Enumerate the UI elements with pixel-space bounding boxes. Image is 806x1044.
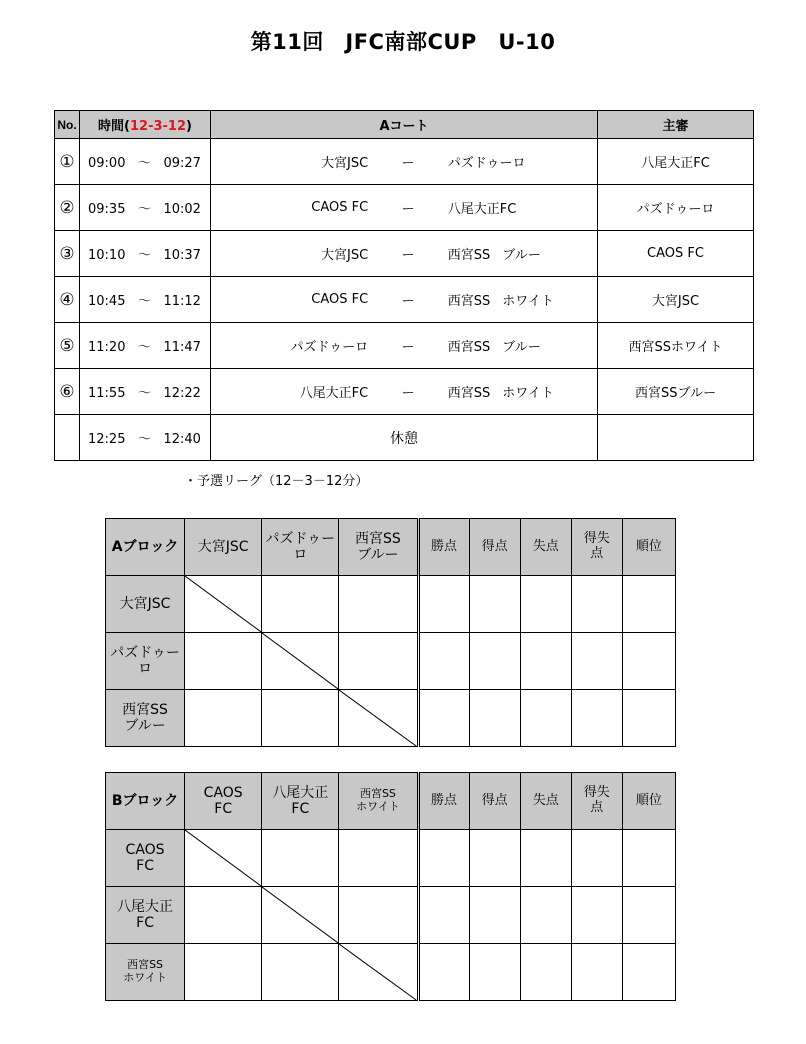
home-team: CAOS FC bbox=[311, 292, 369, 307]
stat-cell bbox=[418, 690, 469, 747]
team-column-header: パズドゥー ロ bbox=[262, 519, 339, 576]
team-row-header: 大宮JSC bbox=[106, 576, 185, 633]
stat-cell bbox=[469, 576, 520, 633]
result-cell bbox=[339, 633, 418, 690]
stat-column-header: 順位 bbox=[622, 519, 675, 576]
end-time: 10:37 bbox=[163, 248, 201, 263]
stat-cell bbox=[622, 576, 675, 633]
page-title: 第11回 JFC南部CUP U-10 bbox=[250, 30, 556, 54]
time-separator: ～ bbox=[137, 156, 151, 171]
match-number: ③ bbox=[55, 231, 80, 277]
schedule-header-row bbox=[55, 111, 754, 139]
schedule-row bbox=[55, 185, 754, 231]
team-column-header: 西宮SS ブルー bbox=[339, 519, 418, 576]
match-pairing bbox=[211, 231, 598, 277]
block-b-table bbox=[105, 772, 676, 1001]
result-cell bbox=[262, 576, 339, 633]
block-team-row bbox=[106, 887, 676, 944]
team-row-header: 八尾大正 FC bbox=[106, 887, 185, 944]
stat-cell bbox=[418, 633, 469, 690]
home-team: CAOS FC bbox=[311, 200, 369, 215]
preliminary-league-note: ・予選リーグ（12－3－12分） bbox=[184, 474, 369, 489]
block-team-row bbox=[106, 576, 676, 633]
stat-cell bbox=[418, 830, 469, 887]
schedule-row bbox=[55, 139, 754, 185]
referee-team: 西宮SSホワイト bbox=[598, 323, 754, 369]
time-separator: ～ bbox=[137, 386, 151, 401]
start-time: 12:25 bbox=[88, 432, 126, 447]
referee-team: 西宮SSブルー bbox=[598, 369, 754, 415]
start-time: 09:00 bbox=[88, 156, 126, 171]
team-column-header: 大宮JSC bbox=[185, 519, 262, 576]
stat-cell bbox=[520, 690, 571, 747]
end-time: 11:47 bbox=[163, 340, 201, 355]
match-number: ① bbox=[55, 139, 80, 185]
start-time: 09:35 bbox=[88, 202, 126, 217]
stat-cell bbox=[418, 887, 469, 944]
stat-cell bbox=[571, 944, 622, 1001]
match-pairing bbox=[211, 323, 598, 369]
home-team: パズドゥーロ bbox=[290, 340, 369, 355]
break-time bbox=[80, 415, 211, 461]
away-team bbox=[448, 152, 597, 171]
team-row-header: CAOS FC bbox=[106, 830, 185, 887]
match-pairing bbox=[211, 277, 598, 323]
team-column-header: 西宮SS ホワイト bbox=[339, 773, 418, 830]
stat-cell bbox=[469, 830, 520, 887]
end-time: 12:22 bbox=[163, 386, 201, 401]
match-time bbox=[80, 185, 211, 231]
stat-cell bbox=[622, 633, 675, 690]
stat-cell bbox=[469, 887, 520, 944]
match-time bbox=[80, 139, 211, 185]
result-cell bbox=[262, 944, 339, 1001]
referee-team: 八尾大正FC bbox=[598, 139, 754, 185]
block-header-row bbox=[106, 773, 676, 830]
referee-team: パズドゥーロ bbox=[598, 185, 754, 231]
match-pairing bbox=[211, 139, 598, 185]
versus-dash: ー bbox=[401, 340, 415, 355]
home-team: 大宮JSC bbox=[321, 248, 369, 263]
break-label: 休憩 bbox=[211, 415, 598, 461]
stat-cell bbox=[520, 944, 571, 1001]
versus-dash: ー bbox=[401, 386, 415, 401]
away-team-name: 西宮SS bbox=[447, 386, 491, 401]
match-number: ⑤ bbox=[55, 323, 80, 369]
block-team-row bbox=[106, 944, 676, 1001]
stat-cell bbox=[571, 830, 622, 887]
match-number bbox=[55, 415, 80, 461]
referee-team bbox=[598, 415, 754, 461]
match-pairing bbox=[211, 185, 598, 231]
stat-cell bbox=[622, 887, 675, 944]
time-separator: ～ bbox=[137, 294, 151, 309]
result-cell bbox=[185, 887, 262, 944]
referee-team: CAOS FC bbox=[598, 231, 754, 277]
header-referee: 主審 bbox=[598, 111, 754, 139]
block-label: Aブロック bbox=[106, 519, 185, 576]
versus-dash: ー bbox=[401, 294, 415, 309]
stat-cell bbox=[469, 690, 520, 747]
end-time: 10:02 bbox=[163, 202, 201, 217]
self-match-cell bbox=[262, 887, 339, 944]
stat-cell bbox=[520, 887, 571, 944]
match-time bbox=[80, 231, 211, 277]
team-row-header: 西宮SS ブルー bbox=[106, 690, 185, 747]
stat-cell bbox=[418, 944, 469, 1001]
stat-column-header: 得点 bbox=[469, 773, 520, 830]
home-team: 大宮JSC bbox=[321, 156, 369, 171]
stat-cell bbox=[571, 690, 622, 747]
block-a-table bbox=[105, 518, 676, 747]
team-column-header: 八尾大正 FC bbox=[262, 773, 339, 830]
stat-column-header: 失点 bbox=[520, 773, 571, 830]
away-team-suffix: ブルー bbox=[502, 248, 541, 263]
block-label: Bブロック bbox=[106, 773, 185, 830]
result-cell bbox=[339, 830, 418, 887]
match-number: ⑥ bbox=[55, 369, 80, 415]
away-team-suffix: ホワイト bbox=[502, 294, 554, 309]
start-time: 10:10 bbox=[88, 248, 126, 263]
self-match-cell bbox=[185, 576, 262, 633]
stat-column-header: 勝点 bbox=[418, 519, 469, 576]
away-team bbox=[448, 198, 597, 217]
away-team bbox=[448, 244, 597, 263]
result-cell bbox=[262, 690, 339, 747]
end-time: 12:40 bbox=[163, 432, 201, 447]
away-team bbox=[448, 336, 597, 355]
match-number: ② bbox=[55, 185, 80, 231]
block-team-row bbox=[106, 633, 676, 690]
end-time: 11:12 bbox=[163, 294, 201, 309]
away-team-name: 西宮SS bbox=[447, 294, 491, 309]
stat-column-header: 失点 bbox=[520, 519, 571, 576]
time-separator: ～ bbox=[137, 432, 151, 447]
schedule-row bbox=[55, 323, 754, 369]
header-court: Aコート bbox=[211, 111, 598, 139]
schedule-row bbox=[55, 277, 754, 323]
result-cell bbox=[262, 830, 339, 887]
result-cell bbox=[339, 576, 418, 633]
end-time: 09:27 bbox=[163, 156, 201, 171]
stat-column-header: 勝点 bbox=[418, 773, 469, 830]
stat-cell bbox=[520, 830, 571, 887]
stat-cell bbox=[520, 576, 571, 633]
stat-cell bbox=[469, 633, 520, 690]
self-match-cell bbox=[339, 944, 418, 1001]
referee-team: 大宮JSC bbox=[598, 277, 754, 323]
block-team-row bbox=[106, 690, 676, 747]
versus-dash: ー bbox=[401, 248, 415, 263]
match-time bbox=[80, 369, 211, 415]
match-time bbox=[80, 323, 211, 369]
time-separator: ～ bbox=[137, 340, 151, 355]
away-team-name: パズドゥーロ bbox=[447, 156, 526, 171]
result-cell bbox=[185, 944, 262, 1001]
block-team-row bbox=[106, 830, 676, 887]
away-team-name: 西宮SS bbox=[447, 248, 491, 263]
away-team-suffix: ホワイト bbox=[502, 386, 554, 401]
home-team: 八尾大正FC bbox=[299, 386, 369, 401]
stat-cell bbox=[469, 944, 520, 1001]
away-team-name: 西宮SS bbox=[447, 340, 491, 355]
stat-column-header: 順位 bbox=[622, 773, 675, 830]
header-no: No. bbox=[55, 111, 80, 139]
stat-cell bbox=[622, 690, 675, 747]
stat-cell bbox=[622, 944, 675, 1001]
stat-column-header: 得失 点 bbox=[571, 773, 622, 830]
stat-cell bbox=[622, 830, 675, 887]
schedule-row bbox=[55, 231, 754, 277]
self-match-cell bbox=[185, 830, 262, 887]
match-time bbox=[80, 277, 211, 323]
away-team-suffix: ブルー bbox=[502, 340, 541, 355]
stat-column-header: 得失 点 bbox=[571, 519, 622, 576]
header-time: 時間(12-3-12) bbox=[80, 111, 211, 139]
away-team-name: 八尾大正FC bbox=[447, 202, 517, 217]
versus-dash: ー bbox=[401, 156, 415, 171]
time-separator: ～ bbox=[137, 202, 151, 217]
stat-cell bbox=[571, 633, 622, 690]
start-time: 11:55 bbox=[88, 386, 126, 401]
stat-cell bbox=[520, 633, 571, 690]
match-number: ④ bbox=[55, 277, 80, 323]
away-team bbox=[448, 290, 597, 309]
stat-cell bbox=[571, 887, 622, 944]
stat-column-header: 得点 bbox=[469, 519, 520, 576]
team-column-header: CAOS FC bbox=[185, 773, 262, 830]
match-schedule-table bbox=[54, 110, 754, 461]
schedule-row bbox=[55, 369, 754, 415]
team-row-header: 西宮SS ホワイト bbox=[106, 944, 185, 1001]
time-separator: ～ bbox=[137, 248, 151, 263]
block-header-row bbox=[106, 519, 676, 576]
away-team bbox=[448, 382, 597, 401]
self-match-cell bbox=[262, 633, 339, 690]
result-cell bbox=[339, 887, 418, 944]
time-format-label: 12-3-12 bbox=[129, 119, 187, 134]
versus-dash: ー bbox=[401, 202, 415, 217]
start-time: 10:45 bbox=[88, 294, 126, 309]
start-time: 11:20 bbox=[88, 340, 126, 355]
self-match-cell bbox=[339, 690, 418, 747]
break-row bbox=[55, 415, 754, 461]
result-cell bbox=[185, 633, 262, 690]
team-row-header: パズドゥー ロ bbox=[106, 633, 185, 690]
stat-cell bbox=[418, 576, 469, 633]
stat-cell bbox=[571, 576, 622, 633]
result-cell bbox=[185, 690, 262, 747]
match-pairing bbox=[211, 369, 598, 415]
